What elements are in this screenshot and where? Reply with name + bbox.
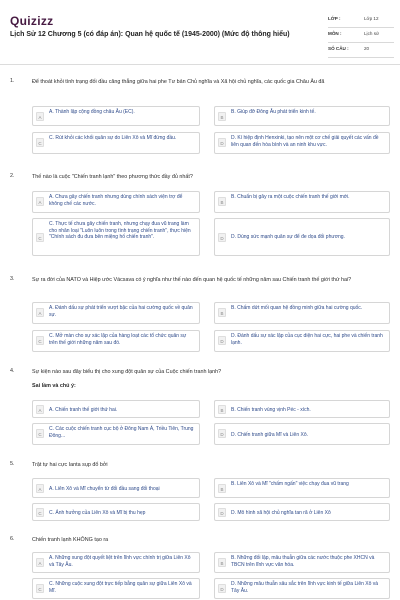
option-letter: D bbox=[218, 138, 226, 147]
option-letter: D bbox=[218, 336, 226, 345]
option-c[interactable] bbox=[32, 578, 200, 599]
option-b[interactable] bbox=[214, 400, 390, 418]
option-c[interactable] bbox=[32, 330, 200, 352]
option-a[interactable] bbox=[32, 478, 200, 498]
question-stem: Thế nào là cuộc "Chiến tranh lạnh" theo phương thức đầy đủ nhất? bbox=[32, 174, 193, 180]
option-text: D. Dùng sức mạnh quân sự để đe dọa đối phương. bbox=[231, 234, 345, 240]
option-b[interactable] bbox=[214, 552, 390, 573]
option-b[interactable] bbox=[214, 106, 390, 126]
meta-row-count bbox=[328, 43, 394, 58]
option-text: D. Đánh dấu sự xác lập của cục diện hai cực, hai phe và chiến tranh lạnh. bbox=[231, 333, 383, 346]
header-divider bbox=[0, 64, 400, 65]
option-text: B. Chấm dứt mối quan hệ đồng minh giữa hai cường quốc. bbox=[231, 305, 363, 311]
meta-value: 20 bbox=[364, 46, 370, 51]
option-text: D. Những mâu thuẫn sâu sắc trên lĩnh vực kinh tế giữa Liên Xô và Tây Âu. bbox=[231, 581, 379, 594]
option-text: C. Ảnh hưởng của Liên Xô và Mĩ bị thu hẹp bbox=[49, 510, 146, 516]
option-text: D. Mô hình xã hội chủ nghĩa tan rã ở Liên Xô bbox=[231, 510, 331, 516]
meta-label: LỚP : bbox=[328, 16, 341, 21]
option-text: C. Rút khỏi các khối quân sự do Liên Xô và Mĩ đứng đầu. bbox=[49, 135, 177, 141]
option-text: C. Thực tế chưa gây chiến tranh, nhưng chạy đua vũ trang làm cho nhân loại "Luôn luôn trong tình trạng chiến tranh", thực hiện "Chính sách đu đưa bên miệng hố chiến tranh". bbox=[49, 221, 191, 241]
option-letter: A bbox=[36, 308, 44, 317]
option-text: C. Những cuộc xung đột trực tiếp bằng quân sự giữa Liên Xô và Mĩ. bbox=[49, 581, 192, 594]
option-b[interactable] bbox=[214, 302, 390, 324]
option-text: A. Những xung đột quyết liệt trên lĩnh vực chính trị giữa Liên Xô và Tây Âu. bbox=[49, 555, 191, 568]
option-d[interactable] bbox=[214, 330, 390, 352]
option-a[interactable] bbox=[32, 106, 200, 126]
question-stem: Để thoát khỏi tình trạng đối đầu căng thẳng giữa hai phe Tư bản Chủ nghĩa và Xã hội chủ nghĩa, các quốc gia Châu Âu đã bbox=[32, 79, 325, 85]
worksheet-title: Lịch Sử 12 Chương 5 (có đáp án): Quan hệ quốc tế (1945-2000) (Mức độ thông hiểu) bbox=[10, 31, 290, 38]
option-letter: B bbox=[218, 308, 226, 317]
option-letter: D bbox=[218, 233, 226, 242]
meta-row-class bbox=[328, 13, 394, 28]
question-stem: Chiến tranh lạnh KHÔNG tạo ra bbox=[32, 537, 109, 543]
question-number: 2. bbox=[10, 173, 15, 179]
option-letter: D bbox=[218, 584, 226, 593]
option-text: D. Kí hiệp định Henxinki, tạo nên một cơ chế giải quyết các vấn đề liên quan đến hòa bình và an ninh khu vực. bbox=[231, 135, 379, 148]
option-text: C. Các cuộc chiến tranh cục bộ ở Đông Nam Á, Triều Tiên, Trung Đông... bbox=[49, 426, 194, 439]
option-letter: C bbox=[36, 336, 44, 345]
option-b[interactable] bbox=[214, 191, 390, 213]
option-letter: A bbox=[36, 558, 44, 567]
option-letter: B bbox=[218, 197, 226, 206]
option-letter: A bbox=[36, 405, 44, 414]
option-d[interactable] bbox=[214, 132, 390, 154]
option-text: D. Chiến tranh giữa Mĩ và Liên Xô. bbox=[231, 432, 308, 438]
question-stem: Sự ra đời của NATO và Hiệp ước Vácsava có ý nghĩa như thế nào đến quan hệ quốc tế những năm sau Chiến tranh thế giới thứ hai? bbox=[32, 277, 352, 283]
option-text: B. Giúp đỡ Đông Âu phát triển kinh tế. bbox=[231, 109, 316, 115]
meta-label: SỐ CÂU : bbox=[328, 46, 349, 51]
question-number: 6. bbox=[10, 536, 15, 542]
option-d[interactable] bbox=[214, 578, 390, 599]
option-text: A. Đánh dấu sự phát triển vượt bậc của hai cường quốc về quân sự. bbox=[49, 305, 193, 318]
option-letter: A bbox=[36, 197, 44, 206]
option-letter: A bbox=[36, 112, 44, 121]
option-letter: C bbox=[36, 584, 44, 593]
option-a[interactable] bbox=[32, 552, 200, 573]
question-stem: Trật tự hai cực Ianta sụp đổ bởi bbox=[32, 462, 108, 468]
option-text: B. Liên Xô và Mĩ "chấm ngấn" việc chạy đua vũ trang bbox=[231, 481, 349, 487]
option-letter: D bbox=[218, 429, 226, 438]
option-c[interactable] bbox=[32, 132, 200, 154]
option-text: A. Chưa gây chiến tranh nhưng dùng chính sách viện trợ để không chế các nước. bbox=[49, 194, 183, 207]
question-stem: Sự kiện nào sau đây biểu thị cho xung đột quân sự của Cuộc chiến tranh lạnh? bbox=[32, 369, 222, 375]
question-subheading: Sai lầm và chú ý: bbox=[32, 383, 76, 389]
option-text: B. Chiến tranh vùng vịnh Péc - xích. bbox=[231, 407, 311, 413]
option-text: A. Liên Xô và Mĩ chuyển từ đối đầu sang đối thoại bbox=[49, 486, 160, 492]
question-number: 4. bbox=[10, 368, 15, 374]
quizizz-logo: Quizizz bbox=[10, 14, 54, 28]
option-a[interactable] bbox=[32, 400, 200, 418]
worksheet-meta bbox=[328, 13, 394, 58]
meta-label: MÔN : bbox=[328, 31, 342, 36]
meta-value: Lịch sử bbox=[364, 31, 380, 36]
option-letter: B bbox=[218, 405, 226, 414]
option-letter: C bbox=[36, 508, 44, 517]
option-text: A. Thành lập cộng đồng châu Âu (EC). bbox=[49, 109, 135, 115]
option-letter: C bbox=[36, 429, 44, 438]
option-c[interactable] bbox=[32, 218, 200, 256]
option-letter: D bbox=[218, 508, 226, 517]
question-number: 1. bbox=[10, 78, 15, 84]
option-letter: C bbox=[36, 233, 44, 242]
question-number: 5. bbox=[10, 461, 15, 467]
option-a[interactable] bbox=[32, 302, 200, 324]
option-text: A. Chiến tranh thế giới thứ hai. bbox=[49, 407, 118, 413]
option-letter: B bbox=[218, 112, 226, 121]
option-text: B. Những đối lập, mâu thuẫn giữa các nước thuộc phe XHCN và TBCN trên lĩnh vực văn hóa. bbox=[231, 555, 375, 568]
option-text: B. Chuẩn bị gây ra một cuộc chiến tranh thế giới mới. bbox=[231, 194, 350, 200]
option-letter: B bbox=[218, 558, 226, 567]
option-d[interactable] bbox=[214, 218, 390, 256]
option-b[interactable] bbox=[214, 478, 390, 498]
meta-row-subject bbox=[328, 28, 394, 43]
option-d[interactable] bbox=[214, 503, 390, 521]
worksheet-header bbox=[0, 0, 400, 64]
option-c[interactable] bbox=[32, 503, 200, 521]
option-letter: B bbox=[218, 484, 226, 493]
option-letter: C bbox=[36, 138, 44, 147]
question-number: 3. bbox=[10, 276, 15, 282]
option-a[interactable] bbox=[32, 191, 200, 213]
option-c[interactable] bbox=[32, 423, 200, 445]
option-d[interactable] bbox=[214, 423, 390, 445]
meta-value: Lớp 12 bbox=[364, 16, 379, 21]
option-letter: A bbox=[36, 484, 44, 493]
option-text: C. Mở màn cho sự xác lập của hàng loạt các tổ chức quân sự trên thế giới những năm sau đó. bbox=[49, 333, 187, 346]
